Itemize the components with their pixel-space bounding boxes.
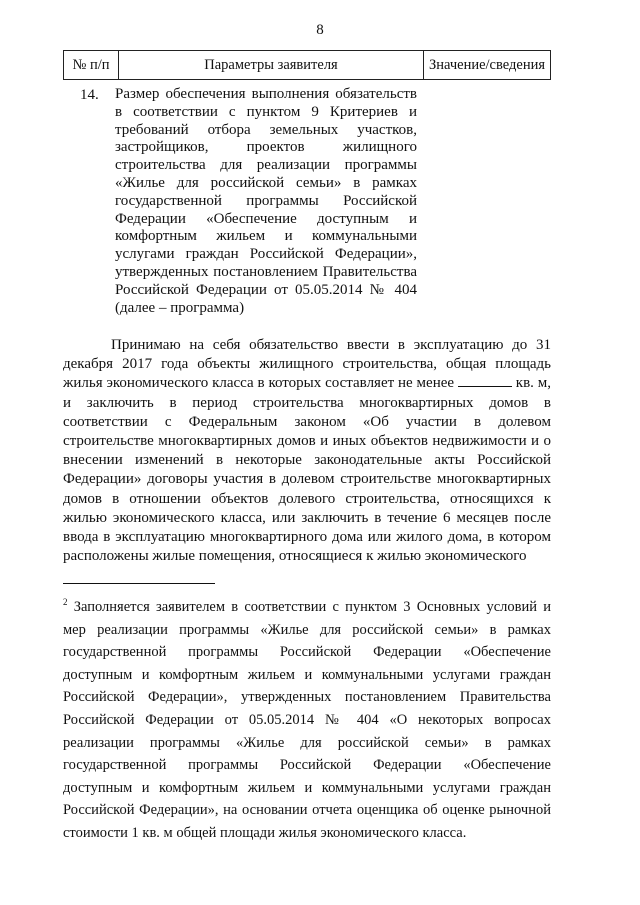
table-row-parameter-text: Размер обеспечения выполнения обязательств в соответствии с пунктом 9 Критериев и требований отбора земельных участков, застройщиков, проектов жилищного строительства для реализации программы «Жилье для российской семьи» в рамках государственной программы Российской Федерации «Обеспечение доступным и комфортным жильем и коммунальными услугами граждан Российской Федерации», утвержденных постановлением Правительства Российской Федерации от 05.05.2014 № 404 (далее – программа) bbox=[115, 86, 417, 316]
footnote-marker: 2 bbox=[63, 597, 68, 608]
column-header-number: № п/п bbox=[64, 51, 119, 80]
column-header-parameters: Параметры заявителя bbox=[119, 51, 424, 80]
table-header-row bbox=[64, 51, 551, 80]
obligation-text-part1: Принимаю на себя обязательство ввести в эксплуатацию до 31 декабря 2017 года объекты жилищного строительства, общая площадь жилья экономического класса в которых составляет не менее bbox=[63, 337, 551, 392]
parameters-table bbox=[63, 50, 551, 80]
obligation-paragraph bbox=[63, 336, 551, 566]
column-header-value: Значение/сведения bbox=[424, 51, 551, 80]
table-row-number: 14. bbox=[80, 87, 99, 103]
footnote-text: Заполняется заявителем в соответствии с пунктом 3 Основных условий и мер реализации программы «Жилье для российской семьи» в рамках государственной программы Российской Федерации «Обеспечение доступным и комфортным жильем и коммунальными услугами граждан Российской Федерации», утвержденных постановлением Правительства Российской Федерации от 05.05.2014 № 404 «О некоторых вопросах реализации программы «Жилье для российской семьи» в рамках государственной программы Российской Федерации «Обеспечение доступным и комфортным жильем и коммунальными услугами граждан Российской Федерации», на основании отчета оценщика об оценке рыночной стоимости 1 кв. м общей площади жилья экономического класса. bbox=[63, 599, 551, 841]
obligation-text-part2: кв. м, и заключить в период строительства многоквартирных домов в соответствии с Федеральным законом «Об участии в долевом строительстве многоквартирных домов и иных объектов недвижимости и о внесении изменений в некоторые законодательные акты Российской Федерации» договоры участия в долевом строительстве многоквартирных домов в отношении объектов долевого строительства, относящихся к жилью экономического класса, или заключить в течение 6 месяцев после ввода в эксплуатацию многоквартирного дома или жилого дома, в котором расположены жилые помещения, относящиеся к жилью экономического bbox=[63, 375, 551, 565]
footnote-separator bbox=[63, 583, 215, 584]
page-number: 8 bbox=[316, 22, 324, 38]
footnote bbox=[63, 596, 551, 845]
area-blank-field bbox=[458, 374, 512, 387]
